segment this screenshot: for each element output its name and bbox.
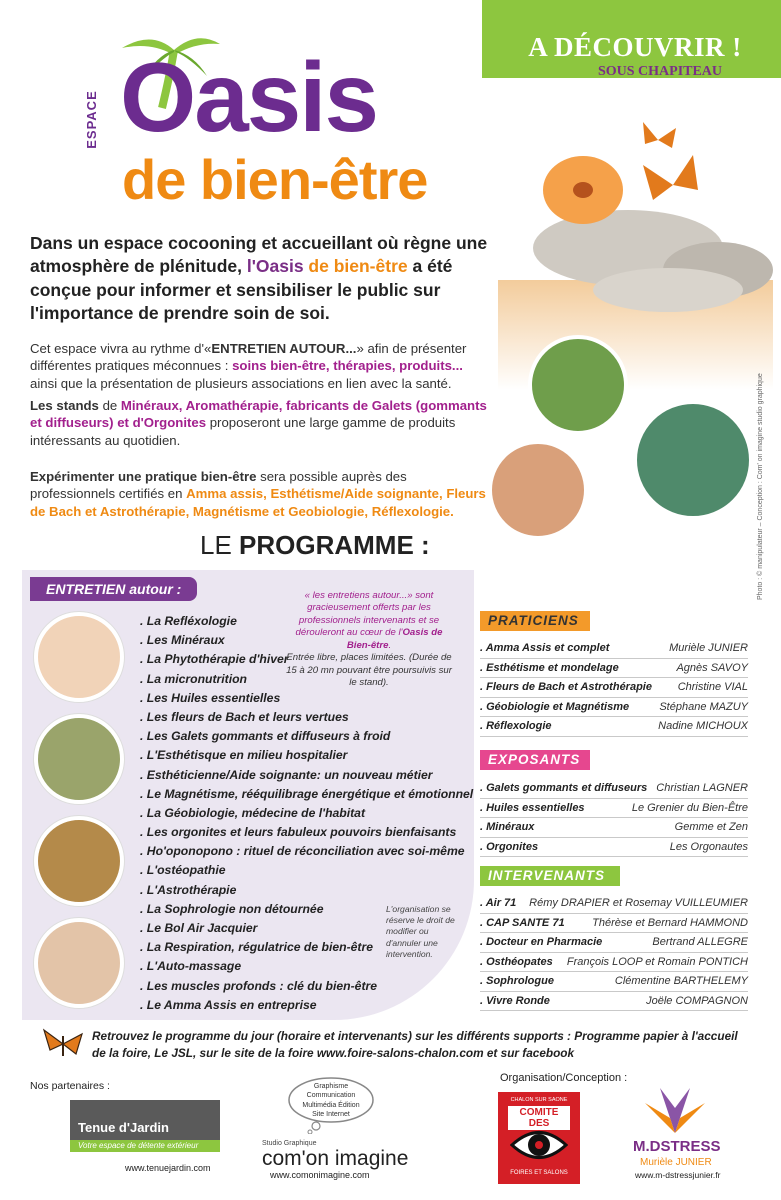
table-row [480, 678, 748, 698]
list-item: . Le Bol Air Jacquier [140, 921, 258, 935]
row-label: . Docteur en Pharmacie [480, 936, 603, 949]
service-item: Multimédia Édition [302, 1101, 360, 1109]
list-item: . La Phytothérapie d'hiver [140, 652, 289, 667]
list-item: . L'Esthétisque en milieu hospitalier [140, 748, 348, 763]
row-value: François LOOP et Romain PONTICH [566, 955, 748, 968]
comite-foires: FOIRES ET SALONS [510, 1170, 568, 1176]
service-item: Graphisme [313, 1083, 349, 1090]
organisation-note: L'organisation se réserve le droit de modifier ou d'annuler une intervention. [386, 904, 455, 959]
list-item: . La micronutrition [140, 671, 247, 686]
list-item: . L'Auto-massage [140, 959, 242, 974]
oils-photo [34, 714, 124, 804]
list-item: . L'Astrothérapie [140, 882, 237, 897]
list-item: . Les Minéraux [140, 633, 225, 648]
logo-oasis: Oasis [120, 42, 377, 152]
banner-subtitle: SOUS CHAPITEAU [597, 64, 723, 79]
table-row [480, 818, 748, 838]
text-span: Expérimenter une pratique bien-être [30, 469, 257, 484]
text-span: » afin de présenter différentes pratiques méconnues : [30, 341, 467, 374]
table-row [480, 933, 748, 953]
lotus-icon [640, 1078, 710, 1138]
tenue-jardin-title: Tenue d'Jardin [78, 1120, 169, 1135]
list-item: . Le Magnétisme, rééquilibrage énergétique et émotionnel [140, 786, 474, 801]
table-row [480, 992, 748, 1012]
row-value: Les Orgonautes [669, 840, 748, 853]
text-span: ainsi que la présentation de plusieurs associations en lien avec la santé. [30, 375, 452, 391]
row-value: Rémy DRAPIER et Rosemay VUILLEUMIER [529, 897, 748, 910]
face-photo [34, 612, 124, 702]
exposants-title: EXPOSANTS [480, 750, 590, 770]
mdstress-url: www.m-dstressjunier.fr [635, 1170, 721, 1180]
table-row [480, 914, 748, 934]
intro-part: Dans un espace cocooning et accueillant où règne une atmosphère de plénitude, [30, 233, 488, 277]
banner-title: A DÉCOUVRIR ! [528, 32, 742, 62]
table-row [480, 717, 748, 737]
intro-part: a été conçue pour informer et sensibiliser le public sur l'importance de prendre soin de soi. [30, 256, 453, 323]
table-row [480, 894, 748, 914]
row-value: Bertrand ALLEGRE [652, 936, 748, 949]
mdstress-logo: M.DSTRESS [633, 1138, 721, 1155]
paragraph-stands [30, 397, 492, 449]
table-row [480, 799, 748, 819]
intro-text [30, 232, 500, 325]
text-span: Les stands [30, 398, 99, 413]
row-value: Christian LAGNER [656, 782, 748, 795]
comon-imagine-url: www.comonimagine.com [270, 1170, 370, 1180]
butterfly-icon [40, 1026, 86, 1062]
row-label: . Vivre Ronde [480, 994, 550, 1007]
intervenants-table [480, 894, 748, 1011]
list-item: . Les muscles profonds : clé du bien-être [140, 978, 378, 993]
text-span: de [98, 398, 121, 413]
comite-city: CHALON SUR SAONE [510, 1097, 568, 1103]
row-label: . Réflexologie [480, 720, 552, 733]
row-value: Murièle JUNIER [669, 642, 748, 655]
list-item: . Les orgonites et leurs fabuleux pouvoirs bienfaisants [140, 825, 457, 840]
text-span: Oasis de Bien-être [346, 627, 443, 651]
row-value: Joële COMPAGNON [646, 994, 748, 1007]
praticiens-table [480, 639, 748, 737]
text-span: Amma assis, Esthétisme/Aide soignante, Fleurs de Bach et Astrothérapie, Magnétisme et Geobiologie, Réflexologie. [30, 486, 486, 519]
table-row [480, 972, 748, 992]
row-value: Stéphane MAZUY [659, 700, 748, 713]
list-item: . Ho'oponopono : rituel de réconciliation avec soi-même [140, 844, 465, 859]
list-item: . Les Galets gommants et diffuseurs à froid [140, 729, 391, 744]
list-item: . Les fleurs de Bach et leurs vertues [140, 709, 349, 724]
footer-text: Retrouvez le programme du jour (horaire et intervenants) sur les différents supports : Programme papier à l'accueil de la foire, Le JSL, sur le site de la foire www.foire-salons-chalon.com et sur facebook [92, 1029, 738, 1061]
list-item: . L'ostéopathie [140, 863, 226, 878]
row-value: Nadine MICHOUX [658, 720, 748, 733]
comite-des: COMITE DES [508, 1106, 570, 1130]
service-item: Communication [306, 1092, 356, 1100]
row-value: Christine VIAL [677, 681, 748, 694]
table-row [480, 659, 748, 679]
intro-bien-etre: de bien-être [303, 256, 408, 277]
row-label: . Minéraux [480, 821, 535, 834]
text-span: ENTRETIEN AUTOUR... [211, 341, 357, 356]
list-item: . Le Amma Assis en entreprise [140, 997, 317, 1012]
row-label: . Fleurs de Bach et Astrothérapie [480, 681, 652, 694]
spa-imagery [488, 110, 778, 590]
row-label: . Osthéopates [480, 955, 553, 968]
programme-title [200, 530, 430, 561]
logo-espace: ESPACE [83, 90, 99, 149]
list-item: . Esthéticienne/Aide soignante: un nouveau métier [140, 767, 433, 782]
text-span: LE [200, 530, 240, 560]
table-row [480, 953, 748, 973]
tenue-jardin-subtitle: Votre espace de détente extérieur [78, 1141, 199, 1150]
text-span: soins bien-être, thérapies, produits... [232, 358, 463, 374]
row-value: Gemme et Zen [674, 821, 748, 834]
row-value: Thérèse et Bernard HAMMOND [592, 916, 748, 929]
row-value: Agnès SAVOY [676, 661, 748, 674]
row-label: . Géobiologie et Magnétisme [480, 700, 630, 713]
bowl-photo [34, 816, 124, 906]
row-value: Le Grenier du Bien-Être [631, 801, 748, 814]
logo-bien-etre: de bien-être [122, 148, 428, 211]
text-span: proposeront une large gamme de produits intéressants au quotidien. [30, 415, 456, 448]
list-item: . La Sophrologie non détournée [140, 901, 324, 916]
row-label: . Esthétisme et mondelage [480, 661, 619, 674]
row-label: . Sophrologue [480, 975, 554, 988]
row-label: . Galets gommants et diffuseurs [480, 782, 648, 795]
praticiens-title: PRATICIENS [480, 611, 590, 631]
exposants-table [480, 779, 748, 857]
mdstress-subtitle: Murièle JUNIER [640, 1157, 712, 1168]
butterfly-icon [643, 122, 676, 148]
list-item: . Les Huiles essentielles [140, 690, 281, 705]
table-row [480, 779, 748, 799]
tenue-jardin-url: www.tenuejardin.com [125, 1163, 211, 1173]
eye-icon [510, 1124, 568, 1166]
text-span: Cet espace vivra au rythme d'« [30, 341, 212, 356]
list-item: . La Refléxologie [140, 614, 237, 628]
table-row [480, 698, 748, 718]
intervenants-title: INTERVENANTS [480, 866, 620, 886]
text-span: sera possible auprès des professionnels certifiés en [30, 469, 407, 502]
organisation-label: Organisation/Conception : [500, 1072, 628, 1084]
paragraph-pratique [30, 468, 492, 520]
intro-oasis: l'Oasis [246, 256, 304, 277]
row-value: Clémentine BARTHELEMY [614, 975, 748, 988]
row-label: . Air 71 [480, 897, 517, 910]
partners-label: Nos partenaires : [30, 1080, 110, 1092]
entretien-label: ENTRETIEN autour : [30, 577, 197, 601]
info-box [284, 590, 454, 690]
text-span: Minéraux, Aromathérapie, fabricants de Galets (gommants et diffuseurs) et d'Orgonites [30, 398, 487, 431]
table-row [480, 838, 748, 858]
studio-label: Studio Graphique [262, 1140, 317, 1147]
list-item: . La Respiration, régulatrice de bien-être [140, 940, 373, 955]
cloud-services [296, 1082, 366, 1120]
text-span: . [388, 639, 392, 651]
table-row [480, 639, 748, 659]
row-label: . Amma Assis et complet [480, 642, 610, 655]
text-span: « les entretiens autour...» sont gracieusement offerts par les professionnels intervenants et se dérouleront au cœur de l' [295, 590, 440, 639]
photo-credit: Photo : © manipulateur – Conception : Com' on imagine studio graphique [757, 373, 764, 600]
row-label: . Huiles essentielles [480, 801, 585, 814]
list-item: . La Géobiologie, médecine de l'habitat [140, 805, 366, 820]
man-photo [34, 918, 124, 1008]
paragraph-entretien [30, 340, 492, 392]
butterfly-icon [643, 155, 698, 200]
text-span: Entrée libre, places limitées. (Durée de 15 à 20 mn pouvant être poursuivis sur le stand). [286, 652, 452, 689]
row-label: . CAP SANTE 71 [480, 916, 565, 929]
comon-imagine-logo: com'on imagine [262, 1147, 409, 1170]
row-label: . Orgonites [480, 840, 539, 853]
text-span: PROGRAMME : [239, 530, 430, 560]
service-item: Site Internet [312, 1111, 350, 1119]
